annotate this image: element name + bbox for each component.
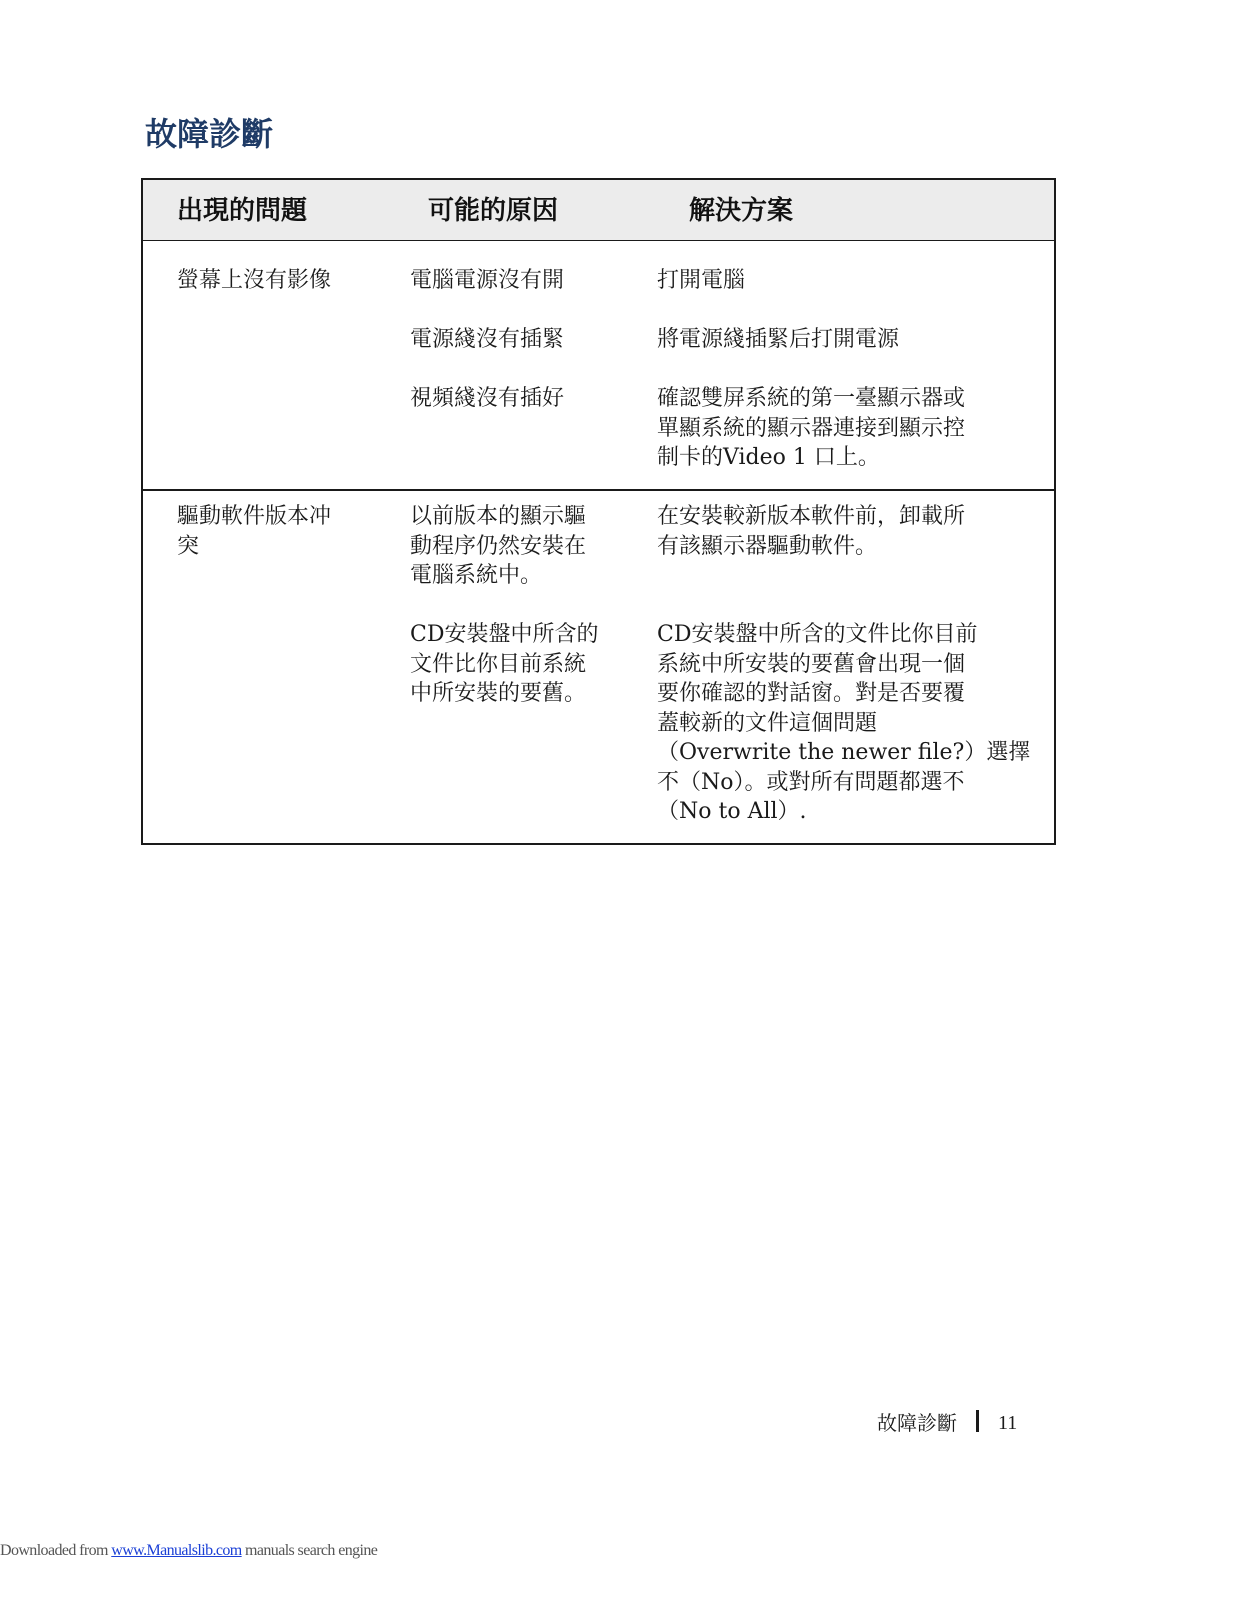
solution-line: （Overwrite the newer file?）選擇 (657, 740, 1031, 765)
manualslib-link[interactable]: www.Manualslib.com (111, 1542, 242, 1559)
problem-no-image (177, 266, 377, 296)
problem-driver-conflict (177, 502, 377, 561)
solution-uninstall-driver (657, 502, 1027, 561)
row-divider (143, 489, 1054, 491)
problem-line: 突 (177, 533, 200, 559)
cause-line: 視頻綫沒有插好 (410, 386, 565, 411)
solution-line: 確認雙屏系統的第一臺顯示器或 (657, 386, 966, 411)
cause-line: 電源綫沒有插緊 (410, 327, 565, 352)
solution-line: 制卡的Video 1 口上。 (657, 445, 880, 470)
solution-check-video-port (657, 384, 1027, 473)
cause-old-driver-installed (410, 502, 630, 591)
cause-line: 電腦電源沒有開 (410, 268, 565, 293)
cause-line: 中所安裝的要舊。 (410, 681, 587, 706)
solution-line: 在安裝較新版本軟件前，卸載所 (657, 504, 966, 529)
solution-power-on (657, 266, 1027, 296)
troubleshooting-table (141, 178, 1056, 845)
cause-line: 動程序仍然安裝在 (410, 533, 587, 559)
solution-line: 要你確認的對話窗。對是否要覆 (657, 681, 966, 706)
table-header-row (143, 180, 1054, 241)
solution-line: 系統中所安裝的要舊會出現一個 (657, 651, 966, 677)
cause-cd-files-older (410, 620, 630, 709)
download-notice (0, 1540, 377, 1562)
solution-line: 不（No）。或對所有問題都選不 (657, 769, 965, 795)
cause-line: 電腦系統中。 (410, 563, 543, 588)
problem-line: 驅動軟件版本冲 (177, 504, 332, 529)
problem-line: 螢幕上沒有影像 (177, 268, 332, 293)
cause-line: 文件比你目前系統 (410, 651, 587, 677)
solution-plug-power-cable (657, 325, 1027, 355)
solution-line: 蓋較新的文件這個問題 (657, 710, 878, 736)
solution-line: （No to All）. (657, 799, 807, 824)
footer-separator (976, 1410, 979, 1432)
header-solution: 解決方案 (689, 196, 794, 226)
solution-line: 有該顯示器驅動軟件。 (657, 533, 878, 559)
solution-line: 打開電腦 (657, 268, 746, 293)
solution-line: 將電源綫插緊后打開電源 (657, 327, 900, 352)
solution-line: CD安裝盤中所含的文件比你目前 (657, 622, 978, 647)
page-title: 故障診斷 (145, 115, 274, 153)
header-cause: 可能的原因 (428, 196, 559, 226)
cause-video-cable-loose (410, 384, 630, 414)
page-number: 11 (998, 1412, 1018, 1434)
download-suffix: manuals search engine (241, 1542, 378, 1559)
cause-line: CD安裝盤中所含的 (410, 622, 599, 647)
download-prefix: Downloaded from (0, 1542, 112, 1559)
cause-line: 以前版本的顯示驅 (410, 504, 587, 529)
cause-power-cable-loose (410, 325, 630, 355)
cause-power-off (410, 266, 630, 296)
solution-line: 單顯系統的顯示器連接到顯示控 (657, 415, 966, 441)
solution-choose-no (657, 620, 1031, 827)
footer-section-label: 故障診斷 (877, 1411, 957, 1435)
header-problem: 出現的問題 (177, 196, 308, 226)
